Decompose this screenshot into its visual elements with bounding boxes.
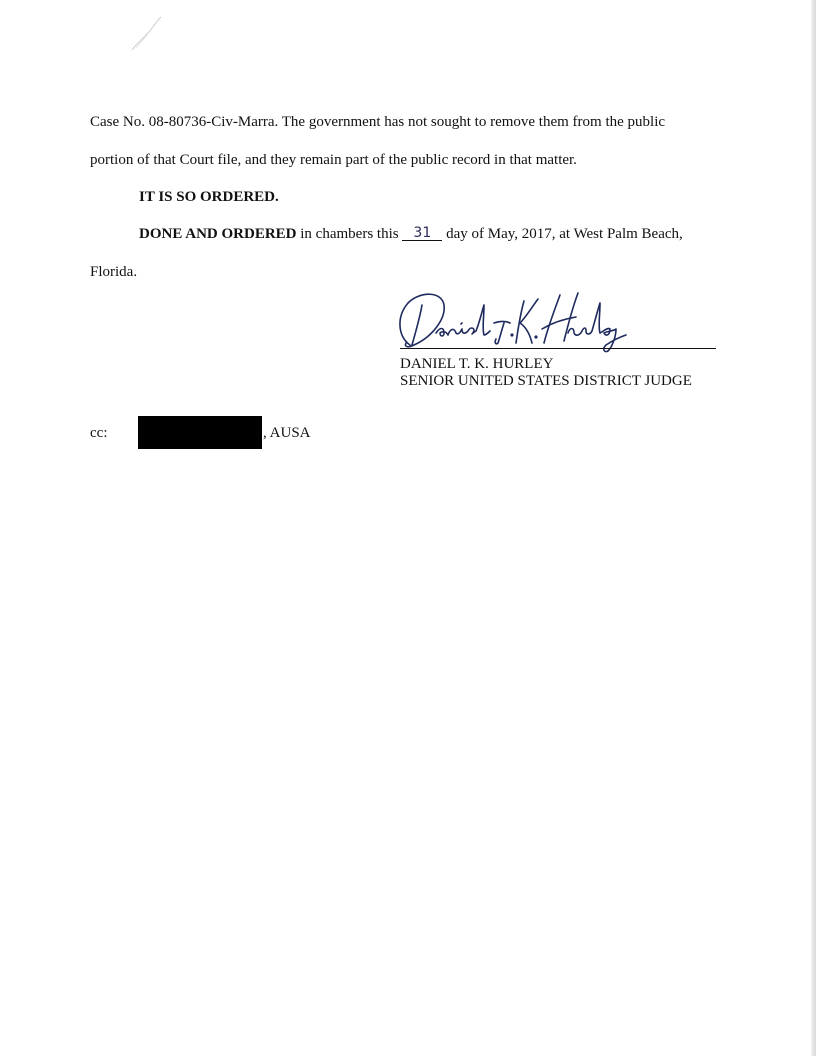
cc-recipient-suffix: , AUSA	[263, 425, 311, 441]
signature-line	[400, 348, 716, 349]
done-and-ordered-line	[139, 226, 683, 243]
body-text-line-5: Florida.	[90, 264, 138, 280]
redaction-box	[138, 416, 262, 449]
scan-page-edge	[811, 0, 816, 1056]
judge-signature	[392, 287, 632, 357]
body-text-line-2: portion of that Court file, and they remain part of the public record in that matter.	[90, 152, 577, 168]
judge-title: SENIOR UNITED STATES DISTRICT JUDGE	[400, 373, 692, 389]
chambers-text: in chambers this	[296, 226, 403, 242]
scan-artifact-mark	[128, 14, 168, 54]
judge-name: DANIEL T. K. HURLEY	[400, 356, 554, 372]
date-location-text: day of May, 2017, at West Palm Beach,	[442, 226, 683, 242]
done-and-ordered-label: DONE AND ORDERED	[139, 226, 297, 242]
ordered-heading: IT IS SO ORDERED.	[139, 189, 279, 205]
cc-label: cc:	[90, 425, 108, 441]
handwritten-day: 31	[402, 227, 442, 241]
body-text-line-1: Case No. 08-80736-Civ-Marra. The government has not sought to remove them from the public	[90, 114, 666, 130]
